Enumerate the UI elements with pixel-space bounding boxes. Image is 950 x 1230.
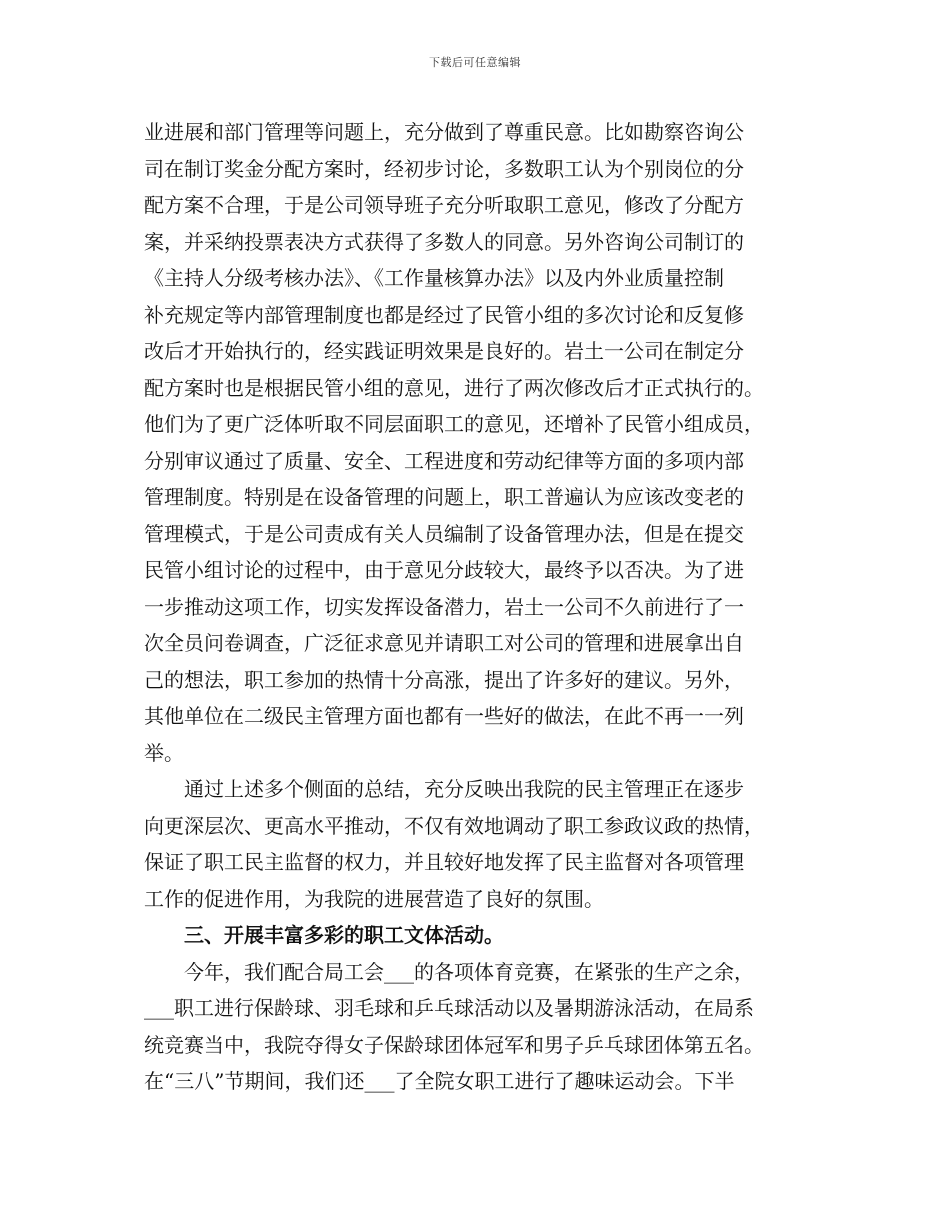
text-line: 配方案时也是根据民管小组的意见，进行了两次修改后才正式执行的。 — [144, 375, 764, 400]
text-line: 次全员问卷调查，广泛征求意见并请职工对公司的管理和进展拿出自 — [144, 631, 744, 655]
text-line: 管理制度。特别是在设备管理的问题上，职工普遍认为应该改变老的 — [144, 485, 744, 509]
text-line: 统竞赛当中，我院夺得女子保龄球团体冠军和男子乒乓球团体第五名。 — [144, 1032, 764, 1057]
text-line: 案，并采纳投票表决方式获得了多数人的同意。另外咨询公司制订的 — [144, 229, 744, 254]
text-line: 今年，我们配合局工会___的各项体育竞赛，在紧张的生产之余， — [144, 959, 754, 984]
text-line: 配方案不合理，于是公司领导班子充分听取职工意见，修改了分配方 — [144, 193, 744, 217]
text-line: 工作的促进作用，为我院的进展营造了良好的氛围。 — [144, 886, 604, 911]
text-line: 通过上述多个侧面的总结，充分反映出我院的民主管理正在逐步 — [144, 777, 744, 801]
text-line: 改后才开始执行的，经实践证明效果是良好的。岩土一公司在制定分 — [144, 339, 744, 363]
text-line: 民管小组讨论的过程中，由于意见分歧较大，最终予以否决。为了进 — [144, 558, 744, 582]
page-header: 下载后可任意编辑 — [429, 56, 521, 69]
text-line: 补充规定等内部管理制度也都是经过了民管小组的多次讨论和反复修 — [144, 302, 744, 327]
text-line: 《主持人分级考核办法》、《工作量核算办法》以及内外业质量控制 — [144, 266, 724, 290]
text-line: 己的想法，职工参加的热情十分高涨，提出了许多好的建议。另外， — [144, 667, 744, 692]
text-line: 一步推动这项工作，切实发挥设备潜力，岩土一公司不久前进行了一 — [144, 594, 744, 619]
text-line: 保证了职工民主监督的权力，并且较好地发挥了民主监督对各项管理 — [144, 850, 744, 874]
text-line: 举。 — [144, 740, 184, 765]
text-line: 其他单位在二级民主管理方面也都有一些好的做法，在此不再一一列 — [144, 704, 744, 728]
document-body — [144, 114, 814, 1100]
section-heading: 三、开展丰富多彩的职工文体活动。 — [144, 923, 504, 947]
text-line: 管理模式，于是公司责成有关人员编制了设备管理办法，但是在提交 — [144, 521, 744, 546]
text-line: 分别审议通过了质量、安全、工程进度和劳动纪律等方面的多项内部 — [144, 448, 744, 473]
text-line: 向更深层次、更高水平推动，不仅有效地调动了职工参政议政的热情， — [144, 813, 764, 838]
text-line: 业进展和部门管理等问题上，充分做到了尊重民意。比如勘察咨询公 — [144, 120, 744, 144]
text-line: 在“三八”节期间，我们还___了全院女职工进行了趣味运动会。下半 — [144, 1069, 735, 1093]
text-line: ___职工进行保龄球、羽毛球和乒乓球活动以及暑期游泳活动，在局系 — [144, 996, 754, 1020]
text-line: 他们为了更广泛体听取不同层面职工的意见，还增补了民管小组成员， — [144, 412, 764, 436]
text-line: 司在制订奖金分配方案时，经初步讨论，多数职工认为个别岗位的分 — [144, 156, 744, 181]
